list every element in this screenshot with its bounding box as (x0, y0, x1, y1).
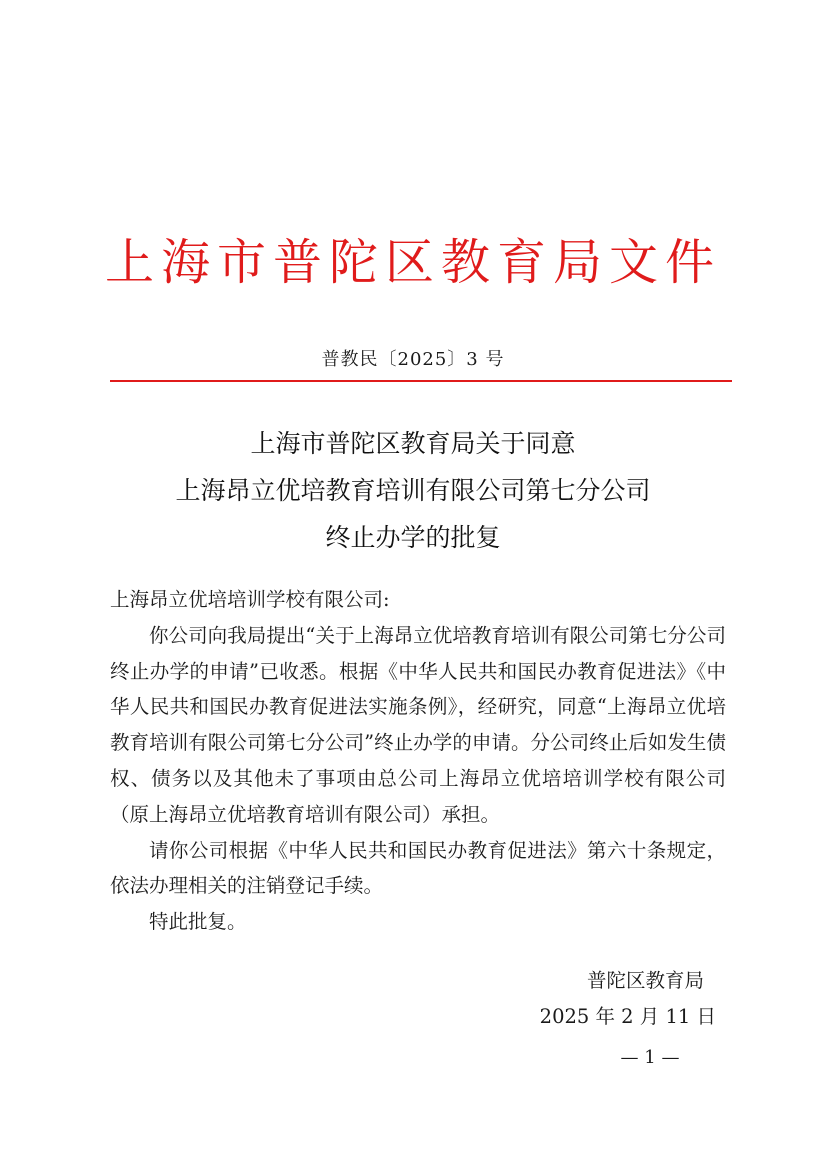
title-line-2: 上海昂立优培教育培训有限公司第七分公司 (175, 476, 651, 505)
issuer-name: 普陀区教育局 (586, 969, 704, 992)
signature-block (480, 963, 716, 1035)
body-paragraph-2: 请你公司根据《中华人民共和国民办教育促进法》第六十条规定，依法办理相关的注销登记手续。 (110, 838, 726, 898)
salutation: 上海昂立优培培训学校有限公司: (110, 588, 390, 611)
red-divider (110, 380, 732, 382)
document-number: 普教民〔2025〕3 号 (321, 349, 505, 370)
document-body (110, 582, 726, 940)
issue-date: 2025 年 2 月 11 日 (539, 1004, 716, 1028)
masthead-title: 上海市普陀区教育局文件 (104, 234, 721, 291)
body-paragraph-1: 你公司向我局提出“关于上海昂立优培教育培训有限公司第七分公司终止办学的申请”已收悉。根据《中华人民共和国民办教育促进法》《中华人民共和国民办教育促进法实施条例》，经研究，同意“上海昂立优培教育培训有限公司第七分公司”终止办学的申请。分公司终止后如发生债权、债务以及其他未了事项由总公司上海昂立优培培训学校有限公司（原上海昂立优培教育培训有限公司）承担。 (110, 623, 726, 826)
document-title (0, 420, 826, 561)
title-line-1: 上海市普陀区教育局关于同意 (250, 429, 576, 458)
title-line-3: 终止办学的批复 (325, 523, 501, 552)
body-paragraph-3: 特此批复。 (149, 910, 247, 934)
page-number: — 1 — (620, 1047, 680, 1068)
